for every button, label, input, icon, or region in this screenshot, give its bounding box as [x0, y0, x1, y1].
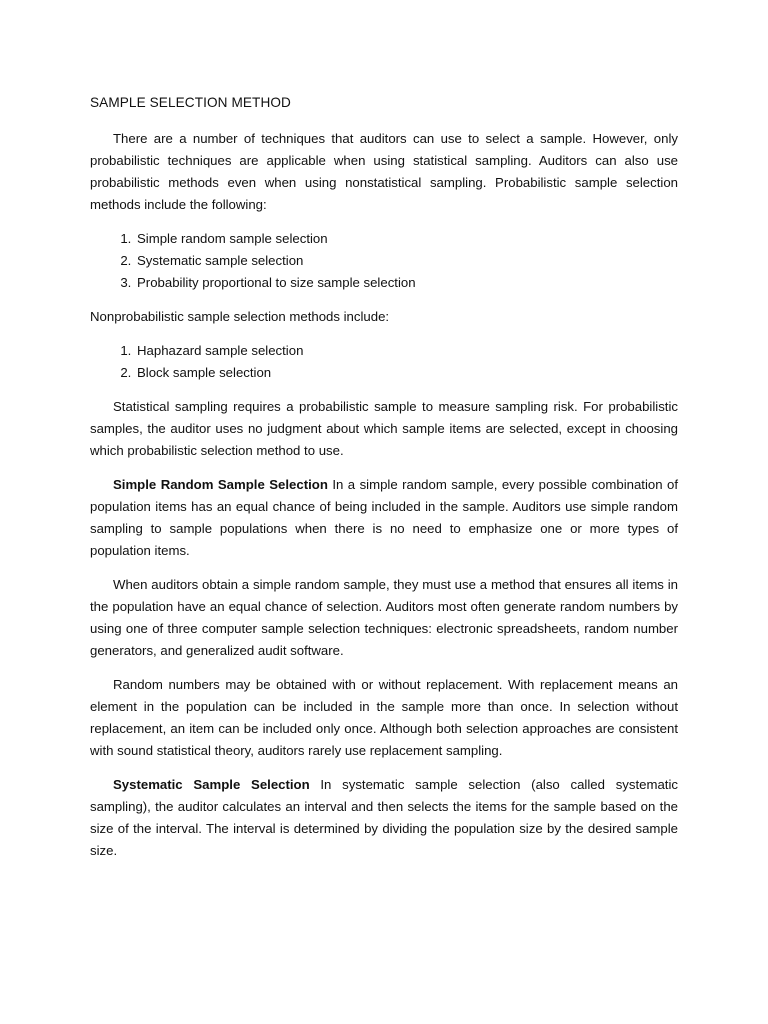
simple-random-paragraph [90, 474, 678, 562]
list-item: 2. Block sample selection [135, 362, 678, 384]
nonprobabilistic-methods-list [90, 340, 678, 384]
list-item: 1. Haphazard sample selection [135, 340, 678, 362]
list-item: 3. Probability proportional to size sample selection [135, 272, 678, 294]
systematic-text: In systematic sample selection (also called systematic sampling), the auditor calculates an interval and then selects the items for the sample based on the size of the interval. The interval is determined by dividing the population size by the desired sample size. [90, 777, 678, 858]
probabilistic-methods-list [90, 228, 678, 294]
nonprobabilistic-intro: Nonprobabilistic sample selection methods include: [90, 309, 390, 324]
list-item: 1. Simple random sample selection [135, 228, 678, 250]
intro-paragraph: There are a number of techniques that auditors can use to select a sample. However, only probabilistic techniques are applicable when using statistical sampling. Auditors can also use probabilistic methods even when using nonstatistical sampling. Probabilistic sample selection methods include the following: [90, 131, 678, 212]
systematic-heading: Systematic Sample Selection [113, 777, 310, 792]
replacement-paragraph: Random numbers may be obtained with or without replacement. With replacement means an element in the population can be included in the sample more than once. In selection without replacement, an item can be included only once. Although both selection approaches are consistent with sound statistical theory, auditors rarely use replacement sampling. [90, 677, 678, 758]
statistical-sampling-paragraph: Statistical sampling requires a probabilistic sample to measure sampling risk. For probabilistic samples, the auditor uses no judgment about which sample items are selected, except in choosing which probabilistic selection method to use. [90, 399, 678, 458]
simple-random-text: In a simple random sample, every possible combination of population items has an equal chance of being included in the sample. Auditors use simple random sampling to sample populations when there is no need to emphasize one or more types of population items. [90, 477, 678, 558]
simple-random-heading: Simple Random Sample Selection [113, 477, 328, 492]
document-title: SAMPLE SELECTION METHOD [90, 95, 291, 110]
document-page [90, 92, 678, 874]
systematic-paragraph [90, 774, 678, 862]
random-methods-paragraph: When auditors obtain a simple random sample, they must use a method that ensures all items in the population have an equal chance of selection. Auditors most often generate random numbers by using one of three computer sample selection techniques: electronic spreadsheets, random number generators, and generalized audit software. [90, 577, 678, 658]
list-item: 2. Systematic sample selection [135, 250, 678, 272]
